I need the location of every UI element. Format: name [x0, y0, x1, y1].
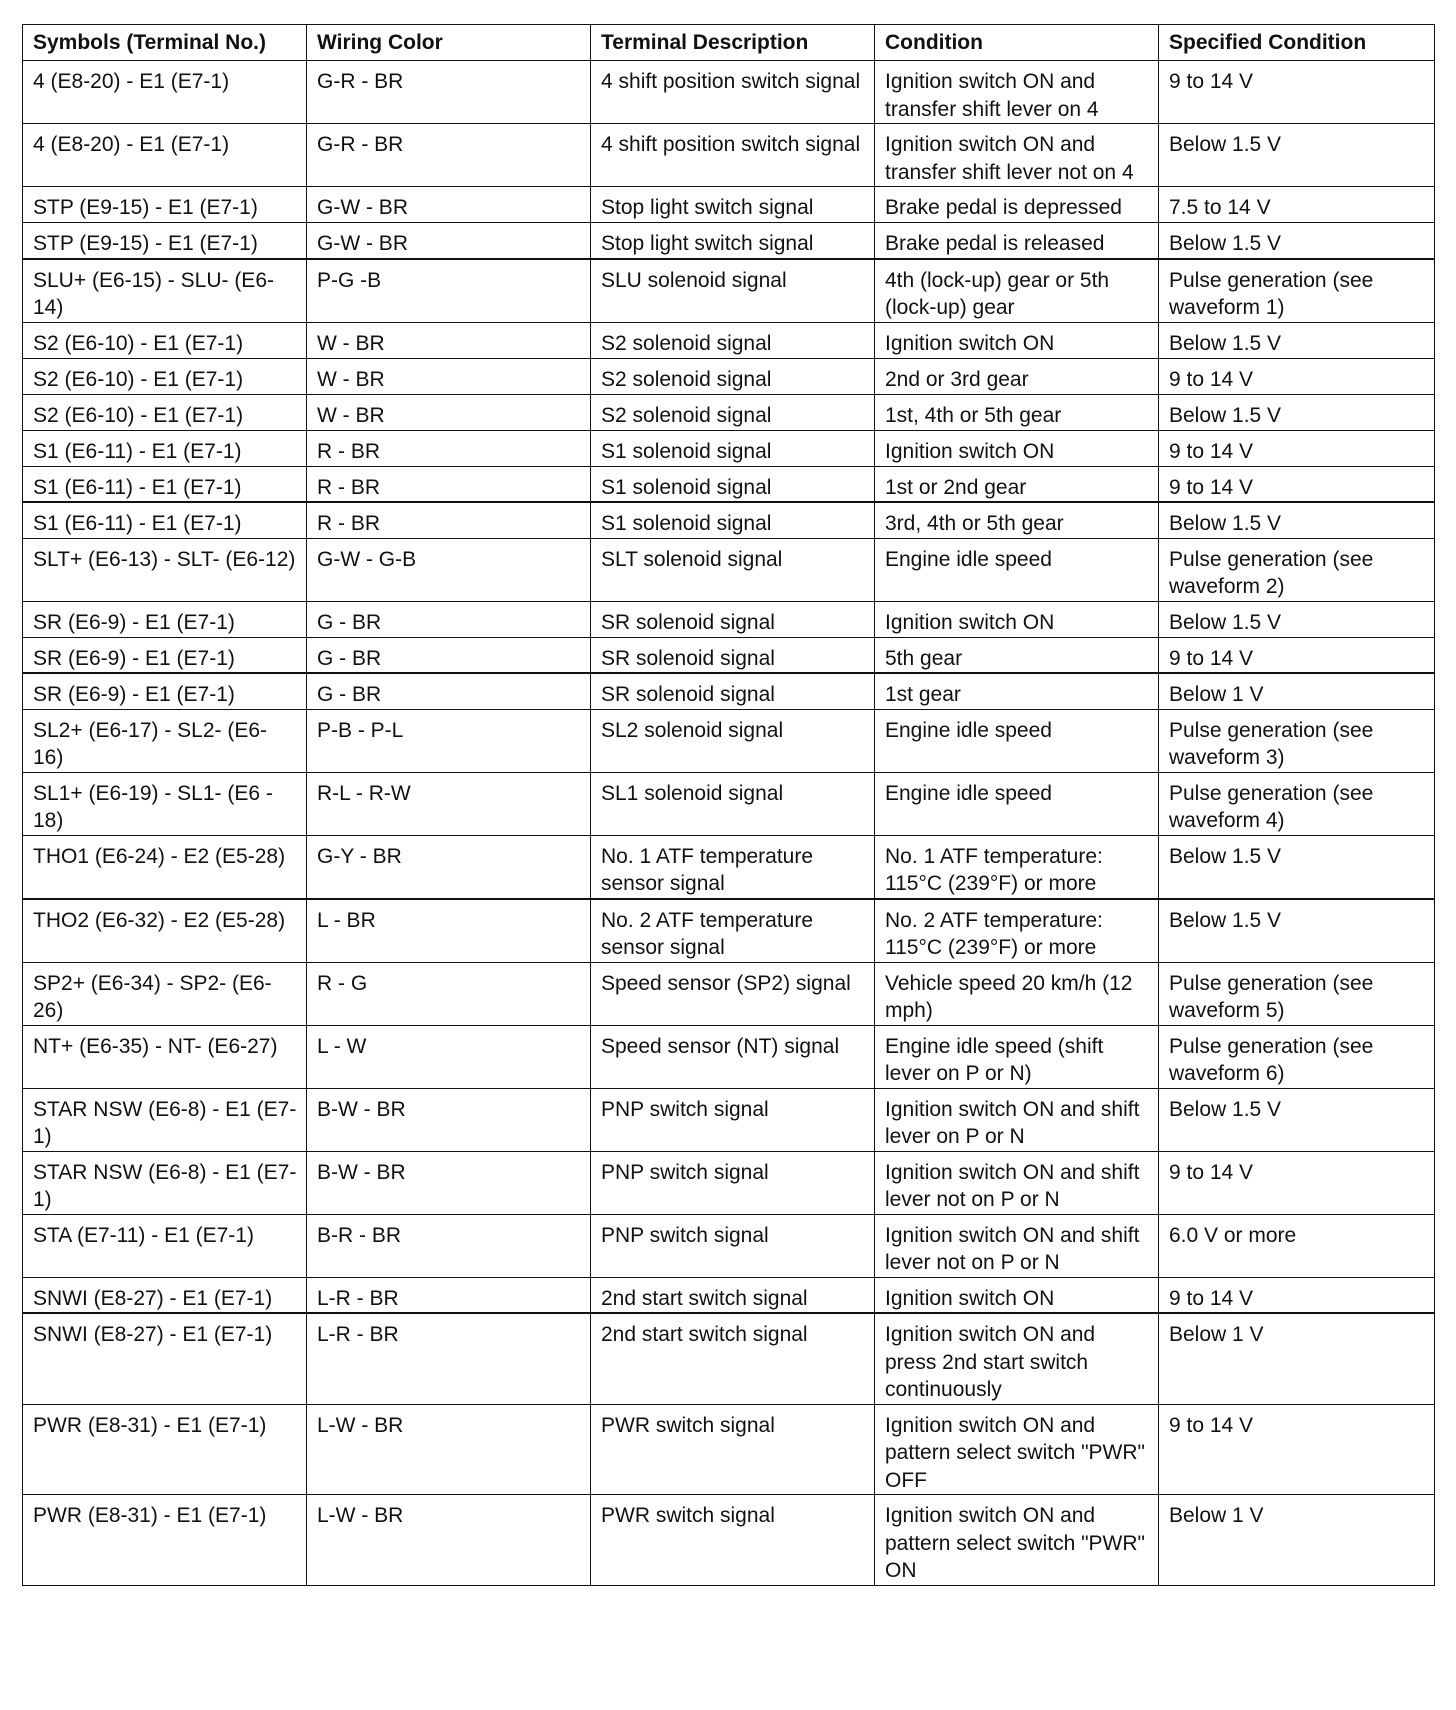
cell-terminal-description: SR solenoid signal: [591, 601, 875, 637]
cell-terminal-description: S1 solenoid signal: [591, 430, 875, 466]
cell-condition: Ignition switch ON: [875, 601, 1159, 637]
cell-symbols: S2 (E6-10) - E1 (E7-1): [23, 322, 307, 358]
cell-specified-condition: Below 1.5 V: [1159, 1088, 1435, 1151]
cell-terminal-description: PNP switch signal: [591, 1214, 875, 1277]
cell-terminal-description: Stop light switch signal: [591, 187, 875, 223]
cell-symbols: SR (E6-9) - E1 (E7-1): [23, 637, 307, 673]
table-row: [23, 1025, 1435, 1088]
cell-wiring-color: B-W - BR: [307, 1088, 591, 1151]
table-row: [23, 538, 1435, 601]
cell-terminal-description: S1 solenoid signal: [591, 502, 875, 538]
ecm-terminal-table: [22, 24, 1435, 1586]
table-row: [23, 358, 1435, 394]
cell-condition: Engine idle speed: [875, 538, 1159, 601]
cell-specified-condition: 9 to 14 V: [1159, 466, 1435, 502]
cell-symbols: SR (E6-9) - E1 (E7-1): [23, 673, 307, 709]
cell-symbols: SR (E6-9) - E1 (E7-1): [23, 601, 307, 637]
table-row: [23, 709, 1435, 772]
cell-specified-condition: Pulse generation (see waveform 2): [1159, 538, 1435, 601]
table-row: [23, 772, 1435, 835]
cell-condition: Ignition switch ON and shift lever not on P or N: [875, 1214, 1159, 1277]
cell-specified-condition: 9 to 14 V: [1159, 61, 1435, 124]
cell-specified-condition: Below 1.5 V: [1159, 601, 1435, 637]
cell-wiring-color: G-W - G-B: [307, 538, 591, 601]
cell-symbols: S2 (E6-10) - E1 (E7-1): [23, 394, 307, 430]
cell-terminal-description: No. 2 ATF temperature sensor signal: [591, 899, 875, 963]
cell-symbols: S1 (E6-11) - E1 (E7-1): [23, 466, 307, 502]
cell-wiring-color: L-R - BR: [307, 1313, 591, 1404]
cell-wiring-color: P-G -B: [307, 259, 591, 323]
cell-wiring-color: B-W - BR: [307, 1151, 591, 1214]
table-row: [23, 1088, 1435, 1151]
cell-symbols: S1 (E6-11) - E1 (E7-1): [23, 430, 307, 466]
cell-wiring-color: W - BR: [307, 394, 591, 430]
cell-symbols: 4 (E8-20) - E1 (E7-1): [23, 124, 307, 187]
cell-symbols: STA (E7-11) - E1 (E7-1): [23, 1214, 307, 1277]
cell-specified-condition: 6.0 V or more: [1159, 1214, 1435, 1277]
cell-specified-condition: Below 1.5 V: [1159, 394, 1435, 430]
cell-condition: Brake pedal is depressed: [875, 187, 1159, 223]
cell-condition: 1st or 2nd gear: [875, 466, 1159, 502]
table-row: [23, 394, 1435, 430]
cell-wiring-color: R - BR: [307, 466, 591, 502]
header-specified-condition: Specified Condition: [1159, 25, 1435, 61]
cell-condition: Ignition switch ON and pattern select switch "PWR" OFF: [875, 1404, 1159, 1495]
cell-condition: Brake pedal is released: [875, 223, 1159, 259]
cell-symbols: SP2+ (E6-34) - SP2- (E6-26): [23, 962, 307, 1025]
cell-specified-condition: 7.5 to 14 V: [1159, 187, 1435, 223]
cell-wiring-color: P-B - P-L: [307, 709, 591, 772]
cell-condition: Ignition switch ON: [875, 1277, 1159, 1313]
cell-wiring-color: G - BR: [307, 601, 591, 637]
cell-symbols: SNWI (E8-27) - E1 (E7-1): [23, 1277, 307, 1313]
cell-condition: Ignition switch ON: [875, 322, 1159, 358]
cell-specified-condition: 9 to 14 V: [1159, 430, 1435, 466]
header-symbols: Symbols (Terminal No.): [23, 25, 307, 61]
cell-terminal-description: PWR switch signal: [591, 1495, 875, 1586]
cell-wiring-color: G-W - BR: [307, 223, 591, 259]
table-row: [23, 61, 1435, 124]
table-row: [23, 502, 1435, 538]
cell-condition: Engine idle speed (shift lever on P or N): [875, 1025, 1159, 1088]
cell-terminal-description: Stop light switch signal: [591, 223, 875, 259]
cell-terminal-description: PNP switch signal: [591, 1151, 875, 1214]
table-row: [23, 259, 1435, 323]
cell-condition: 4th (lock-up) gear or 5th (lock-up) gear: [875, 259, 1159, 323]
cell-wiring-color: R - BR: [307, 430, 591, 466]
cell-specified-condition: Pulse generation (see waveform 1): [1159, 259, 1435, 323]
table-row: [23, 1214, 1435, 1277]
cell-specified-condition: Below 1.5 V: [1159, 502, 1435, 538]
cell-symbols: PWR (E8-31) - E1 (E7-1): [23, 1495, 307, 1586]
table-body: [23, 61, 1435, 1586]
cell-wiring-color: G-R - BR: [307, 124, 591, 187]
cell-specified-condition: Pulse generation (see waveform 5): [1159, 962, 1435, 1025]
cell-wiring-color: R-L - R-W: [307, 772, 591, 835]
cell-symbols: SNWI (E8-27) - E1 (E7-1): [23, 1313, 307, 1404]
cell-symbols: NT+ (E6-35) - NT- (E6-27): [23, 1025, 307, 1088]
cell-terminal-description: Speed sensor (SP2) signal: [591, 962, 875, 1025]
cell-terminal-description: S1 solenoid signal: [591, 466, 875, 502]
cell-condition: Engine idle speed: [875, 772, 1159, 835]
cell-wiring-color: L - BR: [307, 899, 591, 963]
cell-specified-condition: 9 to 14 V: [1159, 1404, 1435, 1495]
cell-terminal-description: No. 1 ATF temperature sensor signal: [591, 835, 875, 899]
cell-symbols: STP (E9-15) - E1 (E7-1): [23, 223, 307, 259]
header-wiring-color: Wiring Color: [307, 25, 591, 61]
cell-specified-condition: Below 1.5 V: [1159, 124, 1435, 187]
cell-symbols: THO1 (E6-24) - E2 (E5-28): [23, 835, 307, 899]
cell-symbols: THO2 (E6-32) - E2 (E5-28): [23, 899, 307, 963]
cell-specified-condition: Below 1 V: [1159, 1313, 1435, 1404]
cell-condition: 3rd, 4th or 5th gear: [875, 502, 1159, 538]
cell-terminal-description: S2 solenoid signal: [591, 358, 875, 394]
cell-symbols: S1 (E6-11) - E1 (E7-1): [23, 502, 307, 538]
cell-symbols: SLU+ (E6-15) - SLU- (E6-14): [23, 259, 307, 323]
cell-terminal-description: S2 solenoid signal: [591, 394, 875, 430]
terminal-table-container: [22, 24, 1434, 1586]
cell-terminal-description: 4 shift position switch signal: [591, 61, 875, 124]
cell-wiring-color: G-W - BR: [307, 187, 591, 223]
cell-symbols: STAR NSW (E6-8) - E1 (E7-1): [23, 1151, 307, 1214]
cell-terminal-description: 2nd start switch signal: [591, 1277, 875, 1313]
cell-specified-condition: Pulse generation (see waveform 3): [1159, 709, 1435, 772]
cell-wiring-color: W - BR: [307, 322, 591, 358]
cell-terminal-description: 4 shift position switch signal: [591, 124, 875, 187]
cell-specified-condition: Below 1.5 V: [1159, 899, 1435, 963]
table-row: [23, 899, 1435, 963]
table-row: [23, 187, 1435, 223]
header-terminal-description: Terminal Description: [591, 25, 875, 61]
cell-terminal-description: S2 solenoid signal: [591, 322, 875, 358]
table-row: [23, 223, 1435, 259]
cell-specified-condition: Below 1.5 V: [1159, 835, 1435, 899]
cell-wiring-color: L-R - BR: [307, 1277, 591, 1313]
cell-terminal-description: PWR switch signal: [591, 1404, 875, 1495]
cell-terminal-description: PNP switch signal: [591, 1088, 875, 1151]
table-row: [23, 835, 1435, 899]
cell-condition: Ignition switch ON and shift lever not on P or N: [875, 1151, 1159, 1214]
cell-specified-condition: Pulse generation (see waveform 6): [1159, 1025, 1435, 1088]
cell-wiring-color: L - W: [307, 1025, 591, 1088]
cell-condition: Ignition switch ON and shift lever on P or N: [875, 1088, 1159, 1151]
table-row: [23, 601, 1435, 637]
header-condition: Condition: [875, 25, 1159, 61]
cell-condition: 1st gear: [875, 673, 1159, 709]
cell-symbols: 4 (E8-20) - E1 (E7-1): [23, 61, 307, 124]
cell-specified-condition: Pulse generation (see waveform 4): [1159, 772, 1435, 835]
cell-condition: Ignition switch ON and pattern select switch "PWR" ON: [875, 1495, 1159, 1586]
table-row: [23, 962, 1435, 1025]
cell-terminal-description: 2nd start switch signal: [591, 1313, 875, 1404]
cell-wiring-color: L-W - BR: [307, 1404, 591, 1495]
cell-condition: Ignition switch ON and transfer shift lever not on 4: [875, 124, 1159, 187]
cell-symbols: PWR (E8-31) - E1 (E7-1): [23, 1404, 307, 1495]
cell-condition: Ignition switch ON and transfer shift lever on 4: [875, 61, 1159, 124]
cell-condition: Ignition switch ON: [875, 430, 1159, 466]
cell-condition: Engine idle speed: [875, 709, 1159, 772]
cell-wiring-color: G - BR: [307, 673, 591, 709]
cell-condition: Ignition switch ON and press 2nd start switch continuously: [875, 1313, 1159, 1404]
cell-terminal-description: SL1 solenoid signal: [591, 772, 875, 835]
cell-symbols: S2 (E6-10) - E1 (E7-1): [23, 358, 307, 394]
cell-specified-condition: 9 to 14 V: [1159, 1151, 1435, 1214]
cell-terminal-description: SLT solenoid signal: [591, 538, 875, 601]
cell-specified-condition: Below 1 V: [1159, 1495, 1435, 1586]
cell-condition: 1st, 4th or 5th gear: [875, 394, 1159, 430]
cell-condition: 5th gear: [875, 637, 1159, 673]
cell-condition: 2nd or 3rd gear: [875, 358, 1159, 394]
cell-condition: No. 2 ATF temperature: 115°C (239°F) or more: [875, 899, 1159, 963]
cell-symbols: STAR NSW (E6-8) - E1 (E7-1): [23, 1088, 307, 1151]
cell-condition: Vehicle speed 20 km/h (12 mph): [875, 962, 1159, 1025]
cell-wiring-color: G-Y - BR: [307, 835, 591, 899]
table-row: [23, 1313, 1435, 1404]
cell-symbols: SLT+ (E6-13) - SLT- (E6-12): [23, 538, 307, 601]
table-row: [23, 673, 1435, 709]
cell-wiring-color: G-R - BR: [307, 61, 591, 124]
cell-wiring-color: R - G: [307, 962, 591, 1025]
cell-condition: No. 1 ATF temperature: 115°C (239°F) or more: [875, 835, 1159, 899]
cell-wiring-color: L-W - BR: [307, 1495, 591, 1586]
table-row: [23, 1277, 1435, 1313]
cell-wiring-color: B-R - BR: [307, 1214, 591, 1277]
table-row: [23, 1495, 1435, 1586]
cell-specified-condition: 9 to 14 V: [1159, 358, 1435, 394]
table-row: [23, 430, 1435, 466]
table-row: [23, 1151, 1435, 1214]
cell-wiring-color: R - BR: [307, 502, 591, 538]
cell-specified-condition: Below 1.5 V: [1159, 223, 1435, 259]
cell-terminal-description: SR solenoid signal: [591, 673, 875, 709]
table-row: [23, 637, 1435, 673]
table-header-row: [23, 25, 1435, 61]
cell-wiring-color: W - BR: [307, 358, 591, 394]
table-row: [23, 124, 1435, 187]
table-row: [23, 322, 1435, 358]
cell-specified-condition: Below 1 V: [1159, 673, 1435, 709]
cell-symbols: STP (E9-15) - E1 (E7-1): [23, 187, 307, 223]
cell-terminal-description: SL2 solenoid signal: [591, 709, 875, 772]
cell-terminal-description: Speed sensor (NT) signal: [591, 1025, 875, 1088]
cell-symbols: SL2+ (E6-17) - SL2- (E6-16): [23, 709, 307, 772]
cell-terminal-description: SLU solenoid signal: [591, 259, 875, 323]
cell-specified-condition: 9 to 14 V: [1159, 1277, 1435, 1313]
table-row: [23, 1404, 1435, 1495]
cell-terminal-description: SR solenoid signal: [591, 637, 875, 673]
cell-wiring-color: G - BR: [307, 637, 591, 673]
cell-symbols: SL1+ (E6-19) - SL1- (E6 - 18): [23, 772, 307, 835]
cell-specified-condition: Below 1.5 V: [1159, 322, 1435, 358]
cell-specified-condition: 9 to 14 V: [1159, 637, 1435, 673]
table-row: [23, 466, 1435, 502]
